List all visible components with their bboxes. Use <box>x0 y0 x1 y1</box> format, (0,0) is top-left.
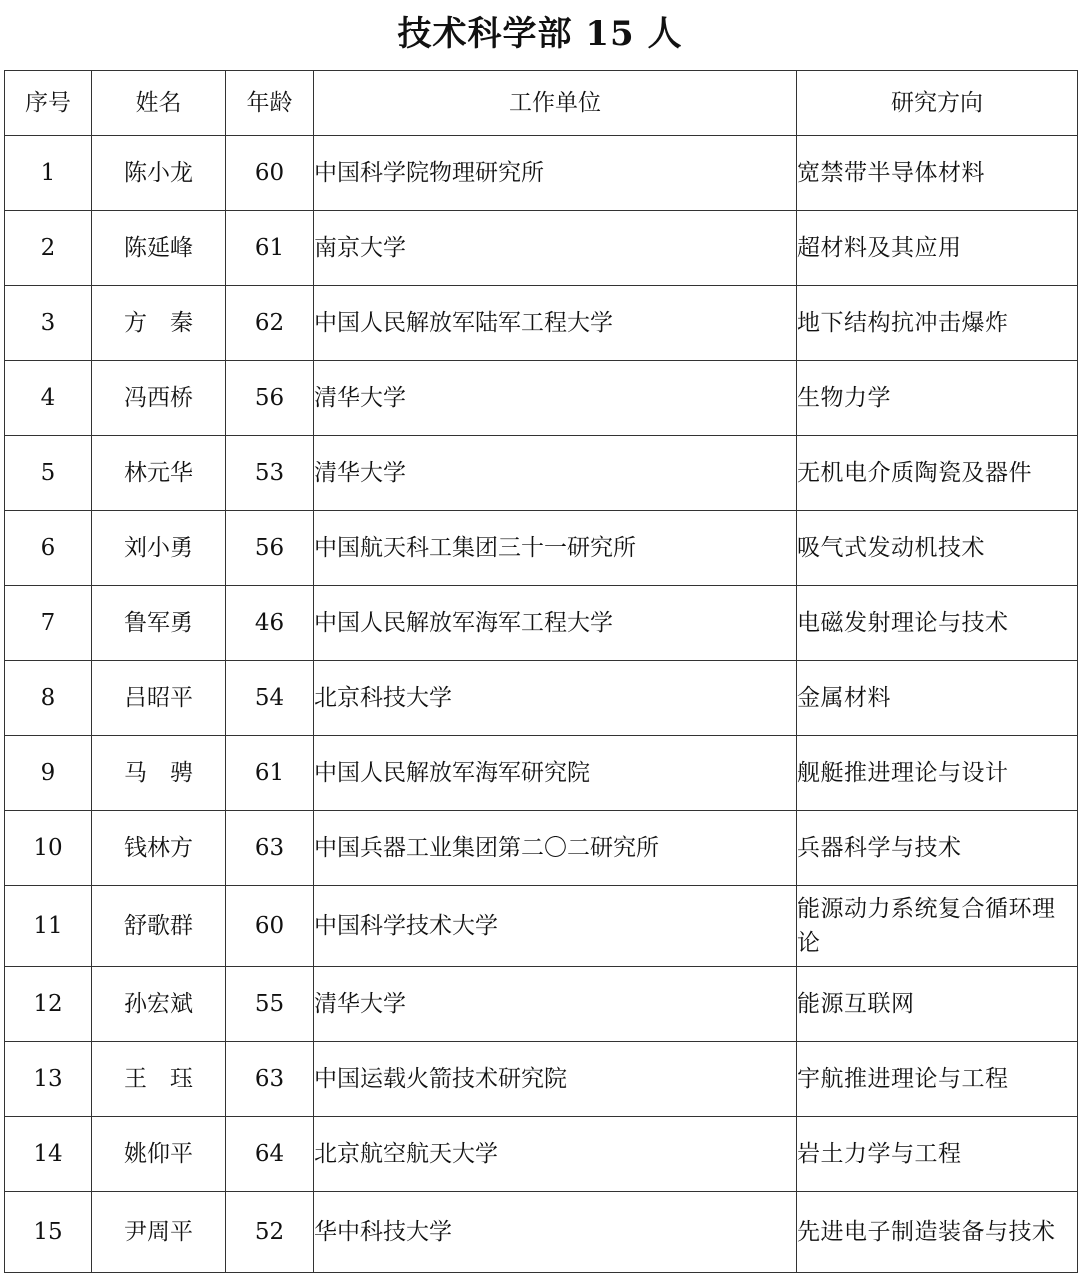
cell-age: 53 <box>226 436 314 511</box>
cell-age: 64 <box>226 1117 314 1192</box>
table-row <box>5 661 1078 736</box>
cell-unit: 清华大学 <box>314 967 797 1042</box>
table-header-row <box>5 71 1078 136</box>
cell-field: 舰艇推进理论与设计 <box>797 736 1078 811</box>
cell-name: 尹周平 <box>92 1192 226 1273</box>
member-table <box>4 70 1078 1273</box>
cell-age: 54 <box>226 661 314 736</box>
table-row <box>5 967 1078 1042</box>
cell-age: 55 <box>226 967 314 1042</box>
cell-age: 56 <box>226 361 314 436</box>
cell-name: 冯西桥 <box>92 361 226 436</box>
cell-name: 吕昭平 <box>92 661 226 736</box>
table-row <box>5 436 1078 511</box>
table-row <box>5 1042 1078 1117</box>
cell-unit: 中国人民解放军陆军工程大学 <box>314 286 797 361</box>
cell-field: 能源动力系统复合循环理论 <box>797 886 1078 967</box>
cell-unit: 清华大学 <box>314 361 797 436</box>
cell-age: 60 <box>226 136 314 211</box>
cell-field: 先进电子制造装备与技术 <box>797 1192 1078 1273</box>
cell-no: 5 <box>5 436 92 511</box>
cell-no: 8 <box>5 661 92 736</box>
table-row <box>5 1117 1078 1192</box>
table-row <box>5 736 1078 811</box>
cell-no: 1 <box>5 136 92 211</box>
table-row <box>5 886 1078 967</box>
cell-no: 4 <box>5 361 92 436</box>
cell-field: 宇航推进理论与工程 <box>797 1042 1078 1117</box>
cell-unit: 北京科技大学 <box>314 661 797 736</box>
cell-field: 能源互联网 <box>797 967 1078 1042</box>
cell-field: 吸气式发动机技术 <box>797 511 1078 586</box>
cell-unit: 中国科学院物理研究所 <box>314 136 797 211</box>
cell-unit: 南京大学 <box>314 211 797 286</box>
cell-no: 13 <box>5 1042 92 1117</box>
header-field: 研究方向 <box>797 71 1078 136</box>
cell-no: 6 <box>5 511 92 586</box>
header-age: 年龄 <box>226 71 314 136</box>
cell-age: 63 <box>226 811 314 886</box>
table-row <box>5 286 1078 361</box>
cell-name: 钱林方 <box>92 811 226 886</box>
cell-name: 孙宏斌 <box>92 967 226 1042</box>
cell-no: 9 <box>5 736 92 811</box>
cell-unit: 中国航天科工集团三十一研究所 <box>314 511 797 586</box>
cell-no: 7 <box>5 586 92 661</box>
cell-age: 61 <box>226 211 314 286</box>
table-row <box>5 511 1078 586</box>
cell-age: 60 <box>226 886 314 967</box>
table-row <box>5 136 1078 211</box>
cell-unit: 中国运载火箭技术研究院 <box>314 1042 797 1117</box>
cell-age: 63 <box>226 1042 314 1117</box>
cell-no: 14 <box>5 1117 92 1192</box>
cell-name: 马 骋 <box>92 736 226 811</box>
table-row <box>5 211 1078 286</box>
header-unit: 工作单位 <box>314 71 797 136</box>
cell-name: 刘小勇 <box>92 511 226 586</box>
cell-name: 王 珏 <box>92 1042 226 1117</box>
cell-name: 鲁军勇 <box>92 586 226 661</box>
cell-field: 地下结构抗冲击爆炸 <box>797 286 1078 361</box>
cell-unit: 华中科技大学 <box>314 1192 797 1273</box>
cell-age: 56 <box>226 511 314 586</box>
cell-field: 宽禁带半导体材料 <box>797 136 1078 211</box>
cell-unit: 北京航空航天大学 <box>314 1117 797 1192</box>
cell-no: 3 <box>5 286 92 361</box>
cell-name: 舒歌群 <box>92 886 226 967</box>
cell-field: 兵器科学与技术 <box>797 811 1078 886</box>
cell-name: 陈小龙 <box>92 136 226 211</box>
cell-field: 岩土力学与工程 <box>797 1117 1078 1192</box>
cell-unit: 中国人民解放军海军研究院 <box>314 736 797 811</box>
cell-no: 15 <box>5 1192 92 1273</box>
cell-no: 12 <box>5 967 92 1042</box>
cell-no: 2 <box>5 211 92 286</box>
cell-unit: 中国兵器工业集团第二〇二研究所 <box>314 811 797 886</box>
cell-field: 生物力学 <box>797 361 1078 436</box>
cell-field: 电磁发射理论与技术 <box>797 586 1078 661</box>
cell-age: 52 <box>226 1192 314 1273</box>
table-row <box>5 811 1078 886</box>
cell-unit: 中国科学技术大学 <box>314 886 797 967</box>
cell-field: 无机电介质陶瓷及器件 <box>797 436 1078 511</box>
table-row <box>5 361 1078 436</box>
page-title: 技术科学部 15 人 <box>397 14 683 54</box>
cell-name: 陈延峰 <box>92 211 226 286</box>
header-no: 序号 <box>5 71 92 136</box>
cell-unit: 清华大学 <box>314 436 797 511</box>
cell-name: 方 秦 <box>92 286 226 361</box>
cell-age: 61 <box>226 736 314 811</box>
cell-no: 11 <box>5 886 92 967</box>
cell-unit: 中国人民解放军海军工程大学 <box>314 586 797 661</box>
table-row <box>5 586 1078 661</box>
cell-age: 46 <box>226 586 314 661</box>
table-row <box>5 1192 1078 1273</box>
cell-no: 10 <box>5 811 92 886</box>
cell-field: 金属材料 <box>797 661 1078 736</box>
cell-name: 林元华 <box>92 436 226 511</box>
cell-name: 姚仰平 <box>92 1117 226 1192</box>
cell-field: 超材料及其应用 <box>797 211 1078 286</box>
header-name: 姓名 <box>92 71 226 136</box>
cell-age: 62 <box>226 286 314 361</box>
